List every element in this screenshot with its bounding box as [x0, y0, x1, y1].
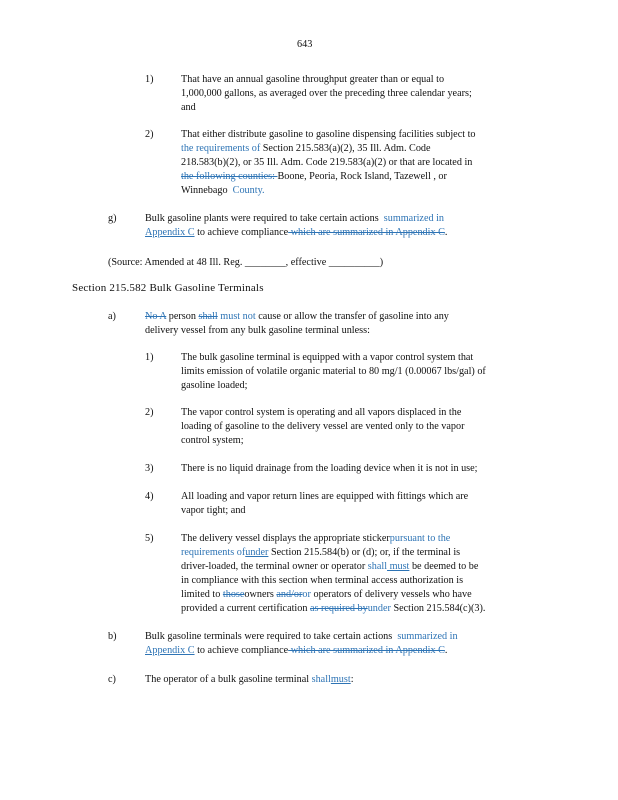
item-number: 2)	[145, 407, 154, 418]
inserted-text: summarized in	[383, 213, 445, 224]
deleted-text: shall	[198, 311, 218, 322]
text-run: Bulk gasoline plants were required to take certain actions	[145, 213, 379, 224]
inserted-text: or	[302, 589, 311, 600]
item-text-line: All loading and vapor return lines are equipped with fittings which are	[181, 491, 469, 502]
item-text-line	[181, 170, 447, 184]
text-run: person	[166, 311, 199, 322]
deleted-text: those	[222, 589, 245, 600]
item-text-line: 218.583(b)(2), or 35 Ill. Adm. Code 219.583(a)(2) or that are located in	[181, 157, 473, 168]
item-text-line: That have an annual gasoline throughput greater than or equal to	[181, 74, 445, 85]
item-text-line: 1,000,000 gallons, as averaged over the preceding three calendar years;	[181, 88, 472, 99]
text-run: limited to	[181, 589, 223, 600]
deleted-text: No A	[145, 311, 167, 322]
deleted-text: the following counties:	[181, 171, 278, 182]
item-text-line	[181, 532, 450, 546]
text-run: Section 215.584(c)(3).	[390, 603, 486, 614]
text-run: provided a current certification	[181, 603, 310, 614]
item-text-line	[145, 310, 449, 324]
item-text-line: gasoline loaded;	[181, 380, 248, 391]
item-text-line: delivery vessel from any bulk gasoline terminal unless:	[145, 325, 370, 336]
text-run: Winnebago	[181, 185, 228, 196]
text-run: The delivery vessel displays the appropriate sticker	[181, 533, 390, 544]
item-number: 1)	[145, 352, 154, 363]
inserted-text: under	[367, 603, 391, 614]
item-text-line: Appendix C to achieve compliance which are summarized in Appendix C.	[145, 645, 448, 656]
inserted-text: Appendix C	[145, 227, 195, 238]
inserted-text: must	[330, 674, 351, 685]
text-run: Boone, Peoria, Rock Island, Tazewell , or	[277, 171, 447, 182]
text-run: driver-loaded, the terminal owner or operator	[181, 561, 368, 572]
item-text-line: in compliance with this section when terminal access authorization is	[181, 575, 464, 586]
text-run: cause or allow the transfer of gasoline into any	[255, 311, 449, 322]
item-text-line: control system;	[181, 435, 244, 446]
item-text-line	[145, 630, 458, 644]
text-run: owners	[244, 589, 277, 600]
source-note: (Source: Amended at 48 Ill. Reg. ________, effective __________)	[108, 257, 384, 268]
deleted-text: and/or	[276, 589, 303, 600]
inserted-text: must	[387, 561, 410, 572]
inserted-text: County.	[232, 185, 265, 196]
inserted-text: summarized in	[397, 631, 458, 642]
deleted-text: which are summarized in Appendix C	[288, 227, 445, 238]
item-text-line	[145, 673, 354, 687]
inserted-text: under	[245, 547, 269, 558]
item-label: g)	[108, 213, 117, 224]
text-run: be deemed to be	[409, 561, 479, 572]
item-text-line	[181, 142, 431, 156]
item-text-line: limits emission of volatile organic material to 80 mg/1 (0.00067 lbs/gal) of	[181, 366, 486, 377]
item-number: 4)	[145, 491, 154, 502]
inserted-text: Appendix C	[145, 645, 195, 656]
text-run: :	[350, 674, 354, 685]
item-label: a)	[108, 311, 116, 322]
text-run: operators of delivery vessels who have	[310, 589, 472, 600]
inserted-text: must not	[217, 311, 256, 322]
item-text-line: loading of gasoline to the delivery vessel are vented only to the vapor	[181, 421, 465, 432]
inserted-text: shall	[311, 674, 331, 685]
deleted-text: as required by	[309, 603, 368, 614]
item-number: 3)	[145, 463, 154, 474]
item-text-line: The vapor control system is operating and all vapors displaced in the	[181, 407, 462, 418]
item-text-line: That either distribute gasoline to gasoline dispensing facilities subject to	[181, 129, 476, 140]
text-run: to achieve compliance	[194, 227, 289, 238]
item-label: c)	[108, 674, 116, 685]
item-text-line: Appendix C to achieve compliance which are summarized in Appendix C.	[145, 227, 448, 238]
page-number: 643	[297, 39, 313, 50]
item-label: b)	[108, 631, 117, 642]
inserted-text: shall	[367, 561, 388, 572]
item-text-line	[181, 588, 472, 602]
item-text-line	[181, 602, 485, 616]
text-run: Section 215.584(b) or (d); or, if the terminal is	[268, 547, 461, 558]
deleted-text: which are summarized in Appendix C	[288, 645, 445, 656]
text-run: to achieve compliance	[194, 645, 289, 656]
item-text-line	[181, 184, 265, 198]
item-text-line: and	[181, 102, 196, 113]
inserted-text: the requirements of	[181, 143, 261, 154]
item-text-line	[181, 560, 478, 574]
item-text-line: vapor tight; and	[181, 505, 246, 516]
section-heading: Section 215.582 Bulk Gasoline Terminals	[72, 282, 264, 294]
text-run: Section 215.583(a)(2), 35 Ill. Adm. Code	[260, 143, 431, 154]
text-run: The operator of a bulk gasoline terminal	[145, 674, 312, 685]
item-text-line	[181, 546, 460, 560]
item-text-line	[145, 212, 444, 226]
inserted-text: requirements of	[181, 547, 246, 558]
item-number: 1)	[145, 74, 154, 85]
inserted-text: pursuant to the	[389, 533, 451, 544]
text-run: Bulk gasoline terminals were required to take certain actions	[145, 631, 393, 642]
item-number: 2)	[145, 129, 154, 140]
item-number: 5)	[145, 533, 154, 544]
item-text-line: There is no liquid drainage from the loading device when it is not in use;	[181, 463, 478, 474]
item-text-line: The bulk gasoline terminal is equipped with a vapor control system that	[181, 352, 474, 363]
